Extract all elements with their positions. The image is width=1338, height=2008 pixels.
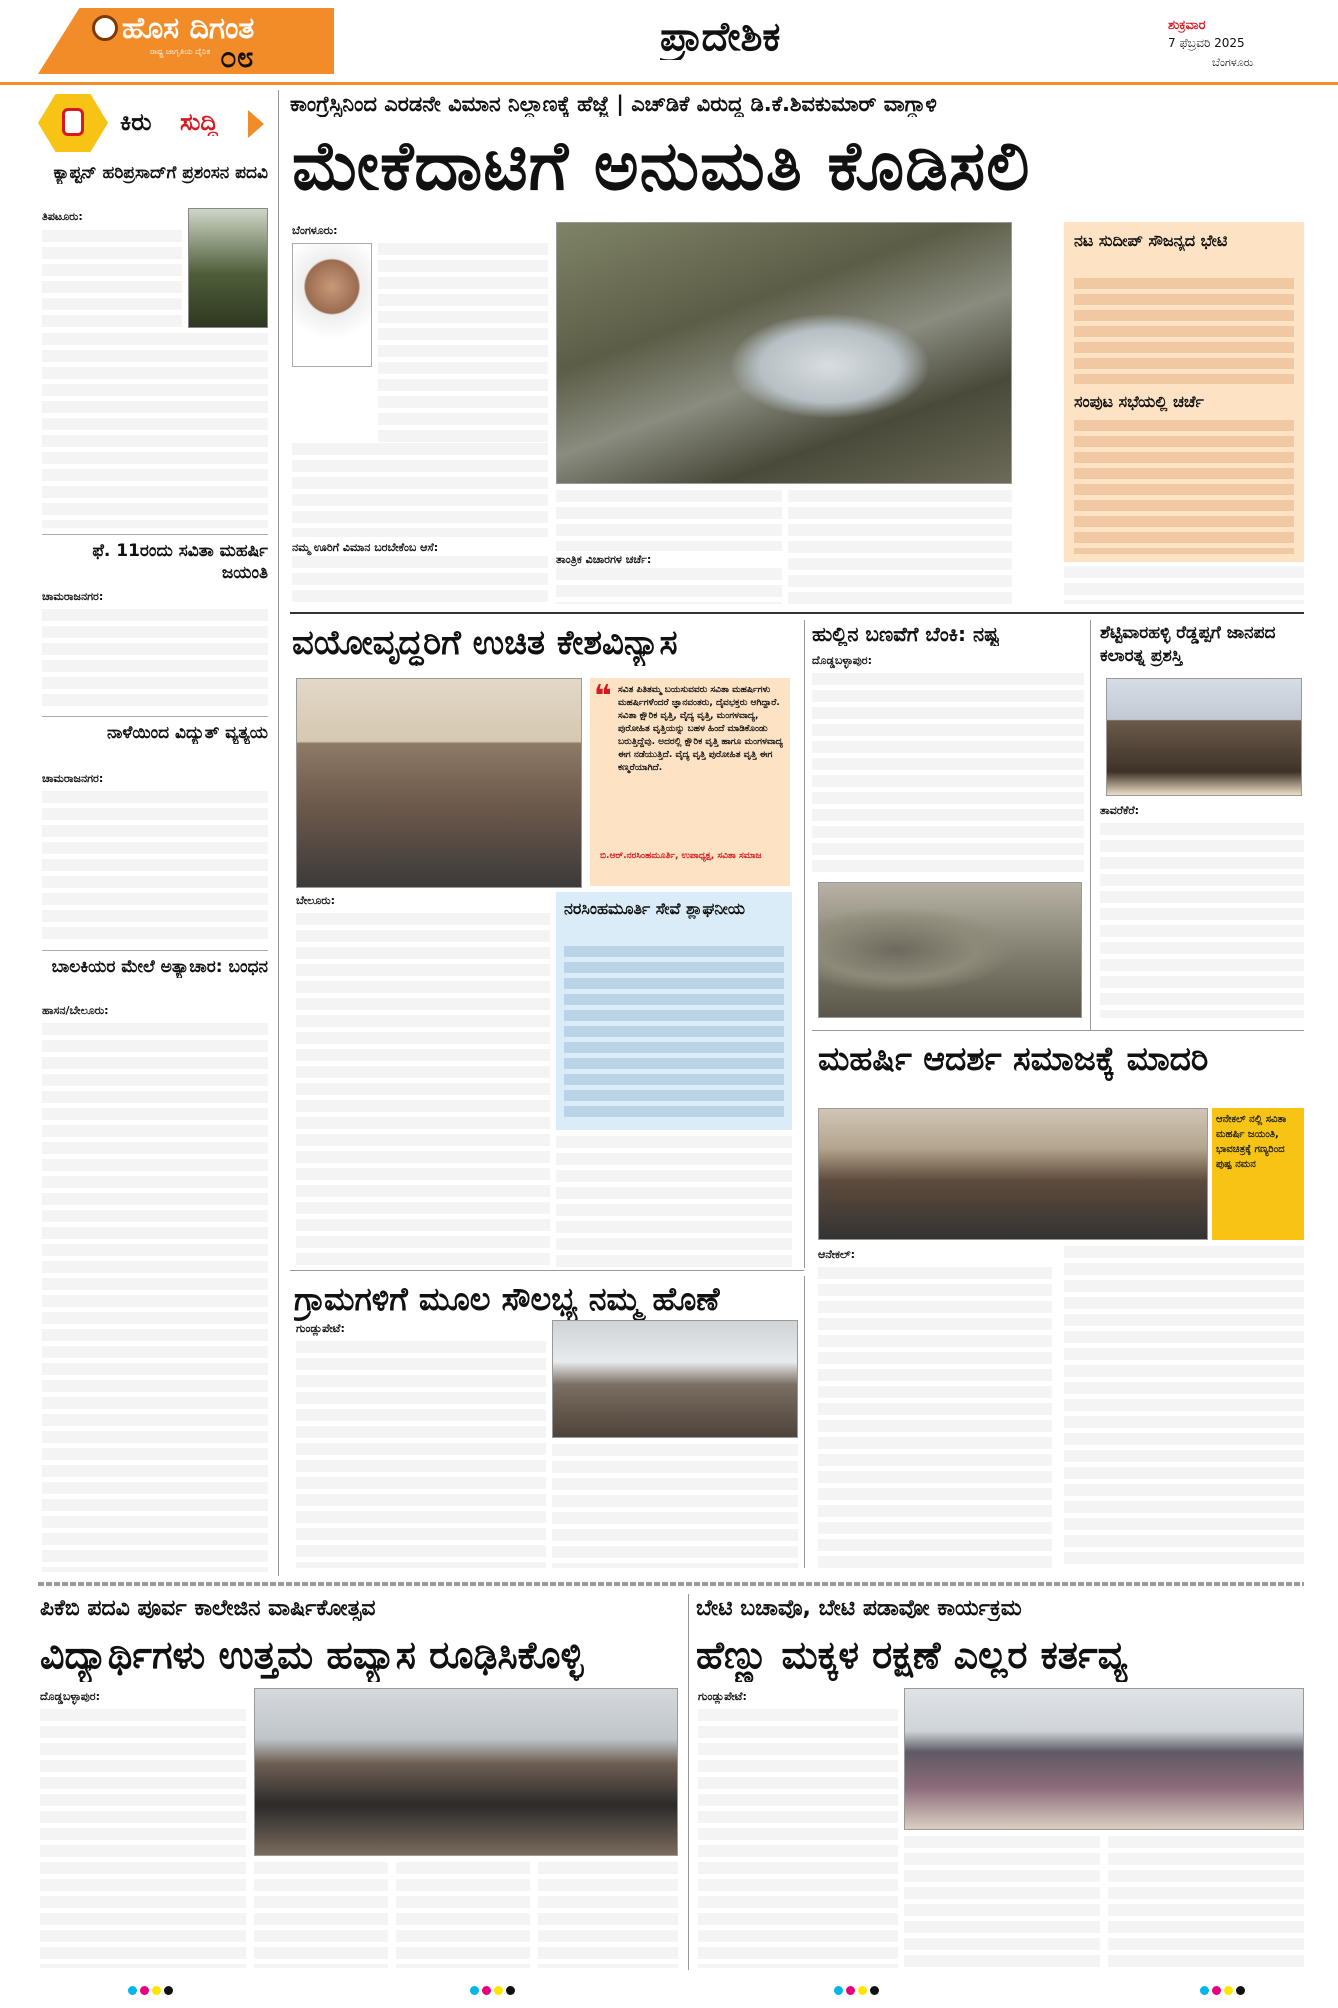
quote-icon: ❝ xyxy=(594,679,612,714)
masthead xyxy=(0,0,1338,86)
haircut-box-title: ನರಸಿಂಹಮೂರ್ತಿ ಸೇವೆ ಶ್ಲಾಘನೀಯ xyxy=(564,899,745,918)
village-column-2 xyxy=(552,1444,798,1568)
lead-column-1 xyxy=(292,222,548,604)
award-photo xyxy=(1106,678,1302,796)
beti-headline: ಹೆಣ್ಣು ಮಕ್ಕಳ ರಕ್ಷಣೆ ಎಲ್ಲರ ಕರ್ತವ್ಯ xyxy=(696,1633,1128,1677)
haircut-quote-box xyxy=(590,678,790,886)
sidebar-1-title: ನಟ ಸುದೀಪ್ ಸೌಜನ್ಯದ ಭೇಟಿ xyxy=(1074,231,1228,250)
lead-dateline: ಬೆಂಗಳೂರು: xyxy=(292,224,338,237)
lead-column-2 xyxy=(556,490,782,604)
haircut-box xyxy=(556,892,792,1130)
suddi-label: ಸುದ್ದಿ xyxy=(180,108,219,136)
village-column-1 xyxy=(296,1320,546,1568)
registration-marks-1 xyxy=(128,1986,173,1995)
beti-dateline: ಗುಂಡ್ಲುಪೇಟೆ: xyxy=(698,1690,747,1703)
brief-1-dateline: ತಿಪಟೂರು: xyxy=(42,210,83,223)
registration-marks-3 xyxy=(834,1986,879,1995)
bank-dateline: ದೊಡ್ಡಬಳ್ಳಾಪುರ: xyxy=(812,654,872,667)
college-dateline: ದೊಡ್ಡಬಳ್ಳಾಪುರ: xyxy=(40,1690,100,1703)
brief-3-dateline: ಚಾಮರಾಜನಗರ: xyxy=(42,772,104,785)
brief-4-title: ಬಾಲಕಿಯರ ಮೇಲೆ ಅತ್ಯಾಚಾರ: ಬಂಧನ xyxy=(51,957,268,977)
lead-column-4 xyxy=(1064,566,1304,604)
day: ಶುಕ್ರವಾರ xyxy=(1168,18,1206,33)
bank-column xyxy=(812,652,1084,876)
beti-kicker: ಬೇಟಿ ಬಚಾವೊ, ಬೇಟಿ ಪಡಾವೋ ಕಾರ್ಯಕ್ರಮ xyxy=(696,1596,1022,1621)
date: 7 ಫೆಬ್ರವರಿ 2025 xyxy=(1168,36,1245,50)
river-photo xyxy=(556,222,1012,484)
sidebar-2-title: ಸಂಪುಟ ಸಭೆಯಲ್ಲಿ ಚರ್ಚೆ xyxy=(1074,392,1204,411)
kiru-label: ಕಿರು xyxy=(120,108,152,136)
maharshi-caption: ಆನೇಕಲ್ ನಲ್ಲಿ ಸವಿತಾ ಮಹರ್ಷಿ ಜಯಂತಿ, ಭಾವಚಿತ್ರಕ್ಕೆ ಗಣ್ಯರಿಂದ ಪುಷ್ಪ ನಮನ xyxy=(1216,1114,1287,1170)
bank-headline: ಹುಲ್ಲಿನ ಬಣವೆಗೆ ಬೆಂಕಿ: ನಷ್ಟ xyxy=(812,622,1000,646)
registration-marks-4 xyxy=(1200,1986,1245,1995)
logo-text: ಹೊಸ ದಿಗಂತ xyxy=(122,11,255,46)
beti-column-2 xyxy=(904,1836,1100,1968)
college-column-3 xyxy=(396,1862,530,1968)
award-headline: ಶೆಟ್ಟಿವಾರಹಳ್ಳಿ ರೆಡ್ಡಪ್ಪಗೆ ಜಾನಪದ ಕಲಾರತ್ನ ಪ್ರಶಸ್ತಿ xyxy=(1100,623,1276,666)
bottom-divider xyxy=(38,1582,1304,1586)
college-column-4 xyxy=(538,1862,678,1968)
maharshi-photo xyxy=(818,1108,1208,1240)
lead-subhead-1: ನಮ್ಮ ಊರಿಗೆ ವಿಮಾನ ಬರಬೇಕೆಂಬ ಆಸೆ: xyxy=(292,541,439,554)
chevron-right-icon xyxy=(248,110,264,138)
lead-column-3 xyxy=(788,490,1012,604)
award-dateline: ತಾವರೆಕೆರೆ: xyxy=(1100,804,1140,817)
lead-headline: ಮೇಕೆದಾಟಿಗೆ ಅನುಮತಿ ಕೊಡಿಸಲಿ xyxy=(292,127,1031,206)
brief-3-title: ನಾಳೆಯಿಂದ ವಿದ್ಯುತ್ ವ್ಯತ್ಯಯ xyxy=(106,723,268,743)
lead-sidebar xyxy=(1064,222,1304,562)
logo-emblem-icon xyxy=(92,15,118,41)
beti-photo xyxy=(904,1688,1304,1830)
brief-2-dateline: ಚಾಮರಾಜನಗರ: xyxy=(42,590,104,603)
maharshi-caption-box xyxy=(1212,1108,1304,1240)
haircut-quote: ಸವಿತ ಪಿತಿತಮ್ಮ ಬಯಸುವವರು ಸವಿತಾ ಮಹರ್ಷಿಗಳು ಮಹರ್ಷಿಗಳೆಂದರೆ ಜ್ಞಾನವಂತರು, ದೈವಭಕ್ತರು ಆಗಿದ್ದಾರೆ. ಸವಿತಾ ಕ್ಷೌರಿಕ ವೃತ್ತಿ, ವೈದ್ಯ ವೃತ್ತಿ, ಮಂಗಳವಾದ್ಯ, ಪುರೋಹಿತ ವೃತ್ತಿಯನ್ನು ಬಹಳ ಹಿಂದೆ ಮಾಡಿಕೊಂಡು ಬರುತ್ತಿದ್ದೆವು. ಅದರಲ್ಲಿ ಕ್ಷೌರಿಕ ವೃತ್ತಿ ಹಾಗೂ ಮಂಗಳವಾದ್ಯ ಈಗ ನಡೆಯುತ್ತಿದೆ. ವೈದ್ಯ ವೃತ್ತಿ ಪುರೋಹಿತ ವೃತ್ತಿ ಈಗ ಕಣ್ಮರೆಯಾಗಿದೆ. xyxy=(618,685,783,773)
lead-subhead-2: ತಾಂತ್ರಿಕ ವಿಚಾರಗಳ ಚರ್ಚೆ: xyxy=(556,553,652,566)
haircut-quote-attrib: ಬಿ.ಆರ್.ನರಸಿಂಹಮೂರ್ತಿ, ಉಪಾಧ್ಯಕ್ಷ, ಸವಿತಾ ಸಮಾಜ xyxy=(600,851,762,861)
logo-tagline: ರಾಷ್ಟ್ರ ಜಾಗೃತಿಯ ದೈನಿಕ xyxy=(150,47,211,56)
college-column-1 xyxy=(40,1688,246,1968)
college-column-2 xyxy=(254,1862,388,1968)
haircut-column-2 xyxy=(556,1136,792,1268)
village-dateline: ಗುಂಡ್ಲುಪೇಟೆ: xyxy=(296,1322,345,1335)
village-photo xyxy=(552,1320,798,1438)
haircut-headline: ವಯೋವೃದ್ಧರಿಗೆ ಉಚಿತ ಕೇಶವಿನ್ಯಾಸ xyxy=(292,623,678,663)
college-kicker: ಪಿಕೆಬಿ ಪದವಿ ಪೂರ್ವ ಕಾಲೇಜಿನ ವಾರ್ಷಿಕೋತ್ಸವ xyxy=(40,1596,376,1621)
kiru-suddi-hand-glyph xyxy=(62,108,84,136)
brief-1-title: ಕ್ಯಾಪ್ಟನ್ ಹರಿಪ್ರಸಾದ್‌ಗೆ ಪ್ರಶಂಸನ ಪದವಿ xyxy=(53,163,268,183)
registration-marks-2 xyxy=(470,1986,515,1995)
village-headline: ಗ್ರಾಮಗಳಿಗೆ ಮೂಲ ಸೌಲಭ್ಯ ನಮ್ಮ ಹೊಣೆ xyxy=(294,1280,720,1318)
haircut-dateline: ಬೇಲೂರು: xyxy=(296,894,335,907)
bank-photo xyxy=(818,882,1082,1018)
maharshi-dateline: ಆನೇಕಲ್: xyxy=(818,1248,856,1261)
brief-1-photo xyxy=(188,208,268,328)
lead-kicker: ಕಾಂಗ್ರೆಸ್ಸಿನಿಂದ ಎರಡನೇ ವಿಮಾನ ನಿಲ್ದಾಣಕ್ಕೆ ಹೆಜ್ಜೆ | ಎಚ್‌ಡಿಕೆ ವಿರುದ್ಧ ಡಿ.ಕೆ.ಶಿವಕುಮಾರ್ ವಾಗ್ದಾಳಿ xyxy=(290,92,937,116)
city: ಬೆಂಗಳೂರು xyxy=(1212,56,1254,69)
maharshi-column-2 xyxy=(1064,1246,1304,1568)
dk-shivakumar-photo xyxy=(292,243,372,367)
maharshi-headline: ಮಹರ್ಷಿ ಆದರ್ಶ ಸಮಾಜಕ್ಕೆ ಮಾದರಿ xyxy=(818,1039,1209,1078)
section-title: ಪ್ರಾದೇಶಿಕ xyxy=(660,14,781,60)
college-photo xyxy=(254,1688,678,1856)
beti-column-3 xyxy=(1108,1836,1304,1968)
haircut-photo xyxy=(296,678,582,888)
brief-2-title: ಫೆ. 11ರಂದು ಸವಿತಾ ಮಹರ್ಷಿ ಜಯಂತಿ xyxy=(92,541,268,583)
page-number: ೦೮ xyxy=(220,40,254,75)
college-headline: ವಿದ್ಯಾರ್ಥಿಗಳು ಉತ್ತಮ ಹವ್ಯಾಸ ರೂಢಿಸಿಕೊಳ್ಳಿ xyxy=(40,1633,584,1677)
maharshi-column-1 xyxy=(818,1246,1052,1568)
brief-4-dateline: ಹಾಸನ/ಬೇಲೂರು: xyxy=(42,1004,109,1017)
haircut-column-1 xyxy=(296,892,550,1268)
beti-column-1 xyxy=(698,1688,898,1968)
kiru-suddi-column xyxy=(38,90,270,1576)
award-column xyxy=(1100,802,1304,1018)
